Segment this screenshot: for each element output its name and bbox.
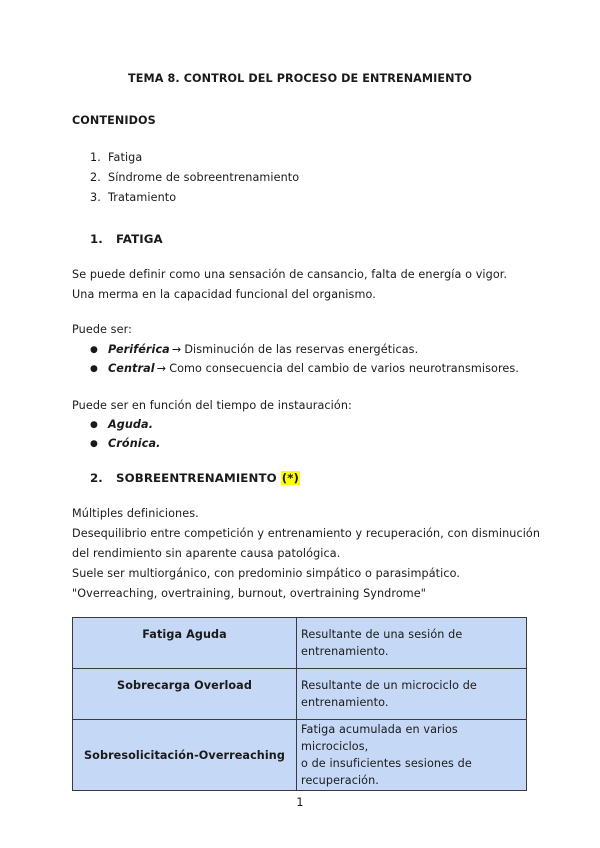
fatiga-definition	[72, 265, 507, 305]
toc-item-number: 1.	[90, 151, 101, 164]
paragraph-line: Desequilibrio entre competición y entrenamiento y recuperación, con disminución	[72, 527, 541, 540]
contents-heading: CONTENIDOS	[72, 114, 156, 127]
definitions-table	[72, 617, 527, 791]
toc-item	[90, 171, 299, 191]
paragraph-line: Múltiples definiciones.	[72, 507, 199, 520]
table-description-cell	[297, 618, 527, 669]
table-row	[73, 669, 527, 720]
type-description: Como consecuencia del cambio de varios neurotransmisores.	[169, 362, 519, 375]
onset-term: Crónica.	[108, 437, 161, 450]
list-item	[90, 418, 160, 437]
table-term-cell: Sobrecarga Overload	[73, 669, 297, 720]
section-number: 1.	[90, 232, 103, 246]
table-row	[73, 618, 527, 669]
section-title: SOBREENTRENAMIENTO	[116, 471, 277, 485]
table-description-cell	[297, 720, 527, 791]
paragraph-line: Una merma en la capacidad funcional del organismo.	[72, 288, 376, 301]
section-heading-sobreentrenamiento	[90, 471, 300, 485]
paragraph-line: "Overreaching, overtraining, burnout, overtraining Syndrome"	[72, 587, 427, 600]
list-item	[90, 362, 519, 381]
paragraph-line: Suele ser multiorgánico, con predominio simpático o parasimpático.	[72, 567, 461, 580]
sobreentrenamiento-text	[72, 504, 540, 604]
description-line: recuperación.	[301, 774, 379, 787]
fatiga-onset-list	[90, 418, 160, 456]
bullet-icon: ●	[90, 345, 98, 355]
description-line: Resultante de una sesión de	[301, 628, 463, 641]
section-number: 2.	[90, 471, 103, 485]
toc-item	[90, 151, 299, 171]
description-line: Fatiga acumulada en varios microciclos,	[301, 723, 458, 753]
arrow-right-icon: →	[156, 362, 167, 375]
description-line: Resultante de un microciclo de	[301, 679, 477, 692]
onset-term: Aguda.	[108, 418, 154, 431]
table-description-cell	[297, 669, 527, 720]
bullet-icon: ●	[90, 439, 98, 449]
toc-item-label: Tratamiento	[108, 191, 177, 204]
toc-item-number: 2.	[90, 171, 101, 184]
bullet-icon: ●	[90, 420, 98, 430]
bullet-icon: ●	[90, 364, 98, 374]
description-line: entrenamiento.	[301, 645, 389, 658]
fatiga-types-list	[90, 343, 519, 381]
paragraph-line: del rendimiento sin aparente causa patológica.	[72, 547, 341, 560]
paragraph-line: Puede ser en función del tiempo de instauración:	[72, 399, 352, 412]
toc-item-label: Síndrome de sobreentrenamiento	[108, 171, 300, 184]
type-description: Disminución de las reservas energéticas.	[184, 343, 419, 356]
section-title: FATIGA	[116, 232, 163, 246]
toc-item	[90, 191, 299, 211]
section-heading-fatiga	[90, 232, 163, 246]
toc-item-label: Fatiga	[108, 151, 143, 164]
fatiga-onset-intro	[72, 396, 352, 416]
table-row	[73, 720, 527, 791]
list-item	[90, 343, 519, 362]
fatiga-types-intro	[72, 320, 132, 340]
paragraph-line: Puede ser:	[72, 323, 132, 336]
description-line: o de insuficientes sesiones de	[301, 757, 472, 770]
paragraph-line: Se puede definir como una sensación de cansancio, falta de energía o vigor.	[72, 268, 508, 281]
page-number: 1	[296, 796, 304, 809]
list-item	[90, 437, 160, 456]
footnote-marker: (*)	[281, 471, 299, 485]
table-term-cell: Sobresolicitación-Overreaching	[73, 720, 297, 791]
toc-item-number: 3.	[90, 191, 101, 204]
table-term-cell: Fatiga Aguda	[73, 618, 297, 669]
page-title: TEMA 8. CONTROL DEL PROCESO DE ENTRENAMIENTO	[128, 72, 472, 85]
description-line: entrenamiento.	[301, 696, 389, 709]
type-term: Central	[108, 362, 155, 375]
type-term: Periférica	[108, 343, 170, 356]
arrow-right-icon: →	[171, 343, 182, 356]
table-of-contents	[90, 151, 299, 211]
